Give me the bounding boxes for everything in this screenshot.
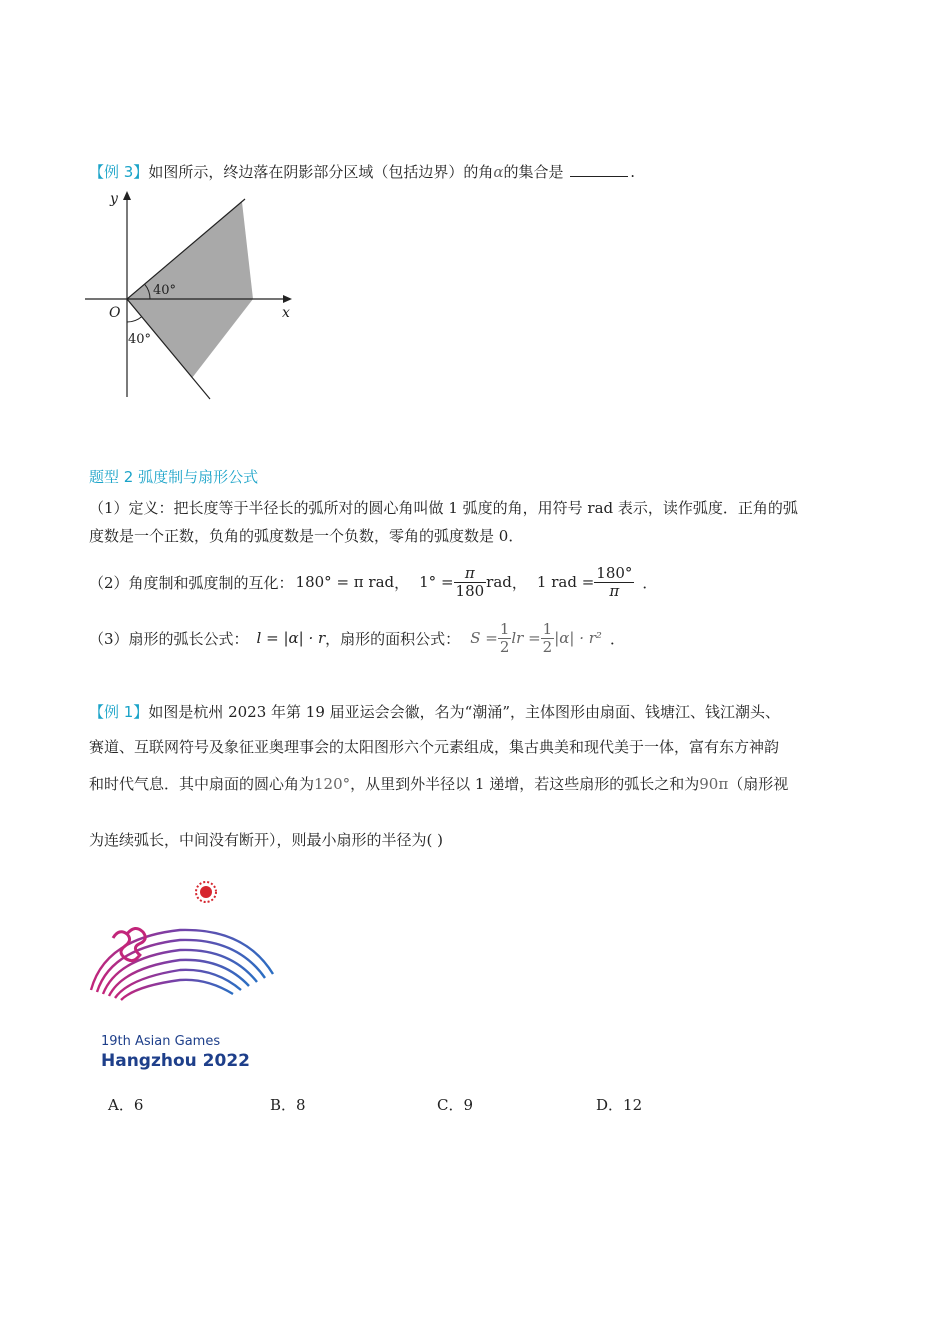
area-frac-2 [541,621,555,655]
example3-tag: 【例 3】 [89,163,149,181]
example1-line-1 [89,698,864,726]
unit-rad: rad [486,573,512,591]
definition-line-1: （1）定义：把长度等于半径长的弧所对的圆心角叫做 1 弧度的角，用符号 rad 表示，读作弧度．正角的弧 [89,499,798,517]
area-den-2: 2 [542,637,553,656]
formula-1-deg-lhs: 1° = [419,573,454,591]
x-label: x [282,305,290,321]
example3-text-after: 的集合是 [503,163,564,181]
example1-line-4 [89,826,864,854]
example3-text-before: 如图所示，终边落在阴影部分区域（包括边界）的角 [148,163,494,181]
conversion-end: ． [642,573,658,592]
sector-row [89,616,625,660]
answer-paren[interactable]: ( ) [426,831,443,849]
sector-label: （3）扇形的弧长公式： [89,629,249,648]
frac-den-pi: π [609,581,620,600]
area-frac-1 [498,621,512,655]
sun-icon [196,882,216,902]
example1-text-3a: 和时代气息．其中扇面的圆心角为 [89,775,315,793]
sector-mid: ，扇形的面积公式： [325,629,461,648]
angle-region-figure [80,185,310,410]
area-num-1: 1 [499,620,510,638]
shaded-region [127,202,253,378]
section-heading: 题型 2 弧度制与扇形公式 [89,468,259,486]
fan-arcs [91,930,273,1000]
area-rhs: |α| · r² [554,629,602,647]
angle-arc-lower [127,317,142,322]
logo-line-2: Hangzhou 2022 [101,1051,250,1071]
frac-num-180deg: 180° [596,564,633,582]
angle-120: 120° [314,775,351,793]
arc-sum-90pi: 90π [699,775,729,793]
example3-question [89,161,635,182]
frac-num-pi: π [454,565,487,583]
angle-label-lower: 40° [128,332,152,347]
conversion-row [89,560,657,604]
example1-tag: 【例 1】 [89,703,149,721]
answer-blank[interactable] [570,162,628,177]
sector-end: ． [609,629,625,648]
option-d[interactable]: D．12 [596,1096,643,1114]
frac-den-180: 180 [455,581,485,600]
example1-text-4: 为连续弧长，中间没有断开），则最小扇形的半径为 [89,831,427,849]
example1-line-3 [89,770,864,798]
area-num-2: 1 [542,620,553,638]
formula-pi-over-180 [454,565,487,599]
option-c[interactable]: C．9 [437,1096,474,1114]
sep-1: ， [394,573,410,592]
formula-1-rad-lhs: 1 rad = [536,573,595,591]
logo-line-1: 19th Asian Games [101,1034,221,1049]
y-label: y [110,191,118,207]
arc-length-formula: l = |α| · r [256,629,326,647]
formula-180-deg: 180° = π rad [295,573,395,591]
alpha-symbol: α [493,163,504,181]
example1-text-3b: ，从里到外半径以 1 递增，若这些扇形的弧长之和为 [350,775,700,793]
definition-line-2: 度数是一个正数，负角的弧度数是一个负数，零角的弧度数是 0． [89,527,524,545]
origin-label: O [109,305,121,321]
area-mid: lr = [511,629,541,647]
example1-line-2: 赛道、互联网符号及象征亚奥理事会的太阳图形六个元素组成，集古典美和现代美于一体，富有东方神韵 [89,738,780,756]
asian-games-logo [85,878,280,1078]
example1-text-1: 如图是杭州 2023 年第 19 届亚运会会徽，名为“潮涌”，主体图形由扇面、钱塘江、钱江潮头、 [148,703,780,721]
formula-180-over-pi [594,565,634,599]
example1-text-3c: （扇形视 [728,775,789,793]
option-a[interactable]: A．6 [108,1096,144,1114]
angle-label-upper: 40° [153,283,177,298]
area-den-1: 2 [499,637,510,656]
area-lhs: S = [470,629,498,647]
conversion-label: （2）角度制和弧度制的互化： [89,573,294,592]
sep-2: ， [511,573,527,592]
x-axis-arrow [283,295,292,303]
option-b[interactable]: B．8 [270,1096,306,1114]
y-axis-arrow [123,191,131,200]
example3-end: . [630,163,636,181]
